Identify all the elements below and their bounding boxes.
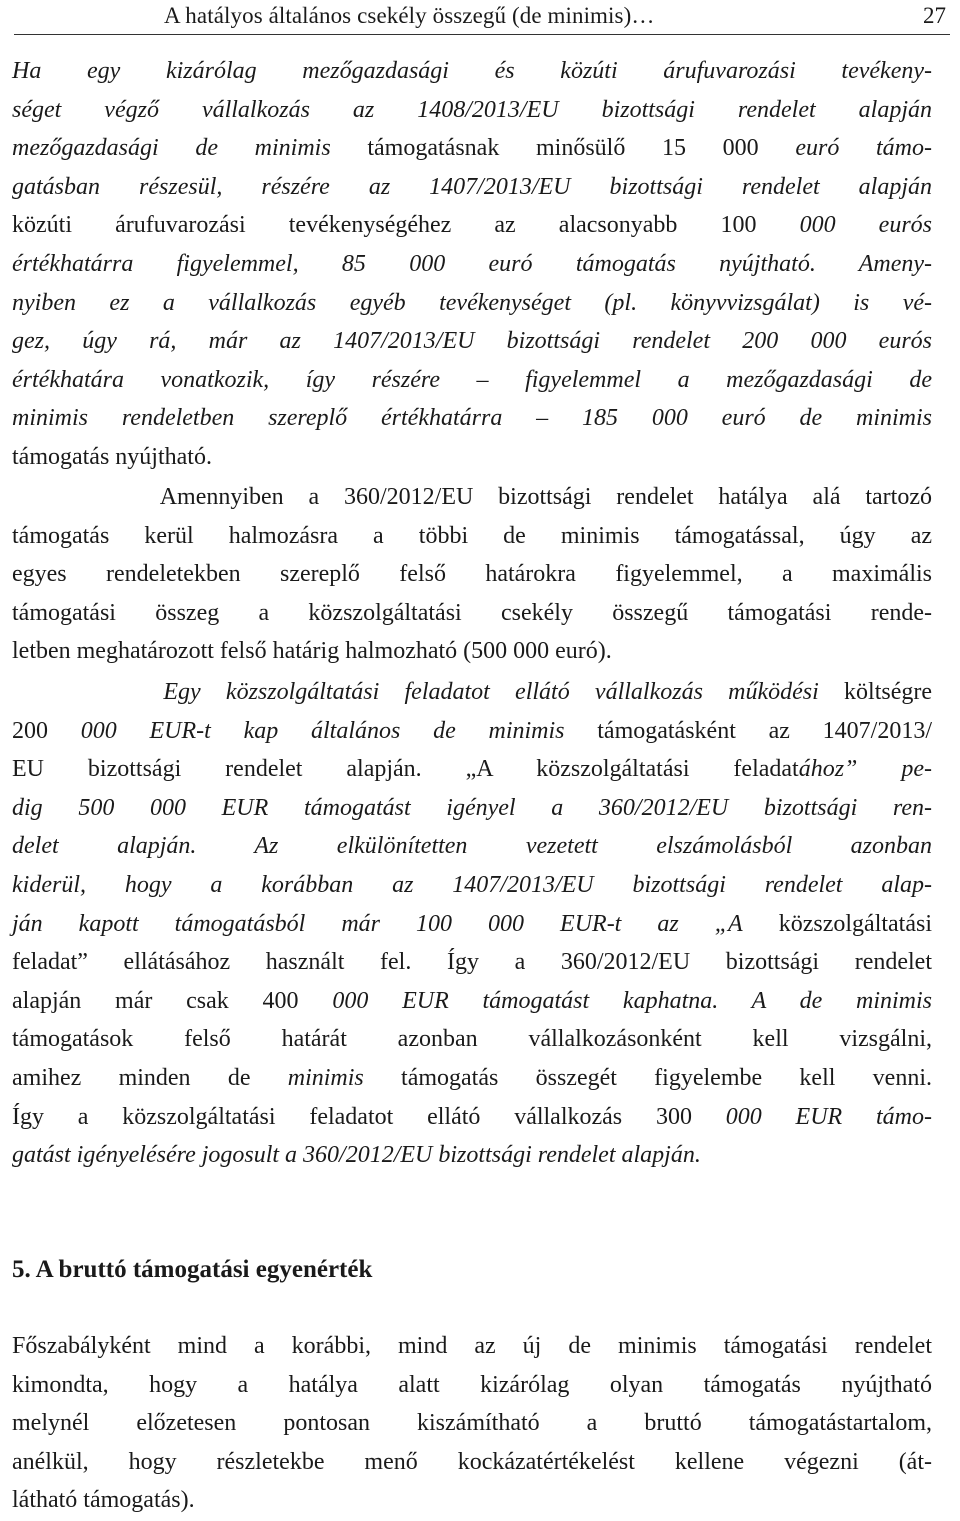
text-run: mezőgazdasági de minimis: [12, 135, 331, 162]
text-run: költségre: [818, 679, 932, 705]
block2-line: [12, 478, 932, 516]
block4-line: [12, 1443, 932, 1481]
block2-line: [12, 632, 932, 670]
text-run: értékhatára vonatkozik, így részére – figyelemmel a mezőgazdasági de: [12, 366, 932, 393]
block3-line: [12, 1098, 932, 1136]
text-run: ához” pe-: [798, 756, 932, 783]
text-run: támogatás kerül halmozásra a többi de minimis támogatással, úgy az: [12, 522, 932, 549]
text-run: látható támogatás).: [12, 1487, 195, 1514]
text-run: értékhatárra figyelemmel, 85 000 euró támogatás nyújtható. Ameny-: [12, 251, 932, 277]
block3-line: [12, 905, 932, 943]
block3-line: [12, 712, 932, 750]
text-run: euró támo-: [795, 135, 932, 162]
text-run: EU bizottsági rendelet alapján. „A közszolgáltatási feladat: [12, 756, 799, 783]
block1-line: [12, 361, 932, 399]
text-run: Így a közszolgáltatási feladatot ellátó vállalkozás 300: [12, 1103, 726, 1130]
text-run: támogatási összeg a közszolgáltatási csekély összegű támogatási rende-: [12, 599, 932, 626]
text-run: támogatás összegét figyelembe kell venni.: [363, 1065, 932, 1091]
block3-line: [12, 673, 932, 711]
text-run: közúti árufuvarozási tevékenységéhez az alacsonyabb 100: [12, 212, 800, 239]
text-run: séget végző vállalkozás az 1408/2013/EU bizottsági rendelet alapján: [12, 96, 932, 123]
text-run: 200: [12, 717, 81, 744]
block1-line: [12, 206, 932, 244]
text-run: támogatás nyújtható.: [12, 444, 212, 470]
text-run: 000 eurós: [799, 212, 932, 239]
text-run: letben meghatározott felső határig halmozható (500 000 euró).: [12, 638, 612, 665]
text-run: Főszabályként mind a korábbi, mind az új de minimis támogatási rendelet: [12, 1333, 932, 1359]
block1-line: [12, 322, 932, 360]
block1-line: [12, 168, 932, 206]
text-run: [12, 679, 163, 705]
block1-line: [12, 129, 932, 167]
text-run: támogatások felső határát azonban vállalkozásonként kell vizsgálni,: [12, 1026, 932, 1053]
text-run: alapján már csak 400: [12, 987, 333, 1014]
block4-line: [12, 1481, 932, 1519]
text-run: gatást igényelésére jogosult a 360/2012/EU bizottsági rendelet alapján.: [12, 1142, 701, 1169]
text-run: melynél előzetesen pontosan kiszámítható a bruttó támogatástartalom,: [12, 1410, 932, 1437]
page-number: 27: [923, 3, 946, 28]
text-run: támogatásként az 1407/2013/: [564, 717, 933, 744]
text-run: delet alapján. Az elkülönítetten vezetett elszámolásból azonban: [12, 833, 932, 860]
text-run: 000 EUR-t kap általános de minimis: [80, 717, 565, 744]
text-run: nyiben ez a vállalkozás egyéb tevékenységet (pl. könyvvizsgálat) is vé-: [12, 289, 932, 316]
text-run: kiderül, hogy a korábban az 1407/2013/EU bizottsági rendelet alap-: [12, 872, 932, 898]
text-run: feladat” ellátásához használt fel. Így a 360/2012/EU bizottsági rendelet: [12, 949, 932, 976]
text-run: Amennyiben a 360/2012/EU bizottsági rendelet hatálya alá tartozó: [12, 484, 932, 510]
block1-line: [12, 245, 932, 283]
text-run: gatásban részesül, részére az 1407/2013/EU bizottsági rendelet alapján: [12, 173, 932, 200]
block3-line: [12, 943, 932, 981]
text-run: közszolgáltatási: [742, 910, 933, 937]
block1-line: [12, 52, 932, 90]
block1-line: [12, 399, 932, 437]
block4-line: [12, 1366, 932, 1404]
text-run: minimis rendeletben szereplő értékhatárra – 185 000 euró de minimis: [12, 405, 932, 432]
block2-line: [12, 517, 932, 555]
text-run: ján kapott támogatásból már 100 000 EUR-t az „A: [12, 910, 743, 937]
block4-line: [12, 1327, 932, 1365]
text-run: 000 EUR támogatást kaphatna. A de minimis: [332, 987, 932, 1014]
text-run: amihez minden de: [12, 1065, 288, 1091]
block3-line: [12, 750, 932, 788]
block2-line: [12, 594, 932, 632]
running-title: A hatályos általános csekély összegű (de minimis)…: [164, 3, 655, 28]
text-run: dig 500 000 EUR támogatást igényel a 360/2012/EU bizottsági ren-: [12, 794, 932, 821]
block1-line: [12, 438, 932, 476]
block3-line: [12, 1059, 932, 1097]
text-run: Egy közszolgáltatási feladatot ellátó vállalkozás működési: [163, 679, 819, 705]
block3-line: [12, 866, 932, 904]
block3-line: [12, 789, 932, 827]
text-run: minimis: [287, 1065, 364, 1091]
text-run: Ha egy kizárólag mezőgazdasági és közúti árufuvarozási tevékeny-: [12, 58, 932, 84]
text-run: kimondta, hogy a hatálya alatt kizárólag olyan támogatás nyújtható: [12, 1371, 932, 1398]
page-header: [14, 0, 950, 35]
text-run: gez, úgy rá, már az 1407/2013/EU bizottsági rendelet 200 000 eurós: [12, 328, 932, 355]
block3-line: [12, 1136, 932, 1174]
block1-line: [12, 91, 932, 129]
block4-line: [12, 1404, 932, 1442]
section-heading: 5. A bruttó támogatási egyenérték: [12, 1256, 373, 1283]
block3-line: [12, 827, 932, 865]
block2-line: [12, 555, 932, 593]
text-run: 000 EUR támo-: [725, 1103, 932, 1130]
text-run: támogatásnak minősülő 15 000: [330, 135, 796, 162]
block3-line: [12, 982, 932, 1020]
block3-line: [12, 1020, 932, 1058]
text-run: egyes rendeletekben szereplő felső határokra figyelemmel, a maximális: [12, 561, 932, 588]
block1-line: [12, 284, 932, 322]
text-run: anélkül, hogy részletekbe menő kockázatértékelést kellene végezni (át-: [12, 1448, 932, 1475]
